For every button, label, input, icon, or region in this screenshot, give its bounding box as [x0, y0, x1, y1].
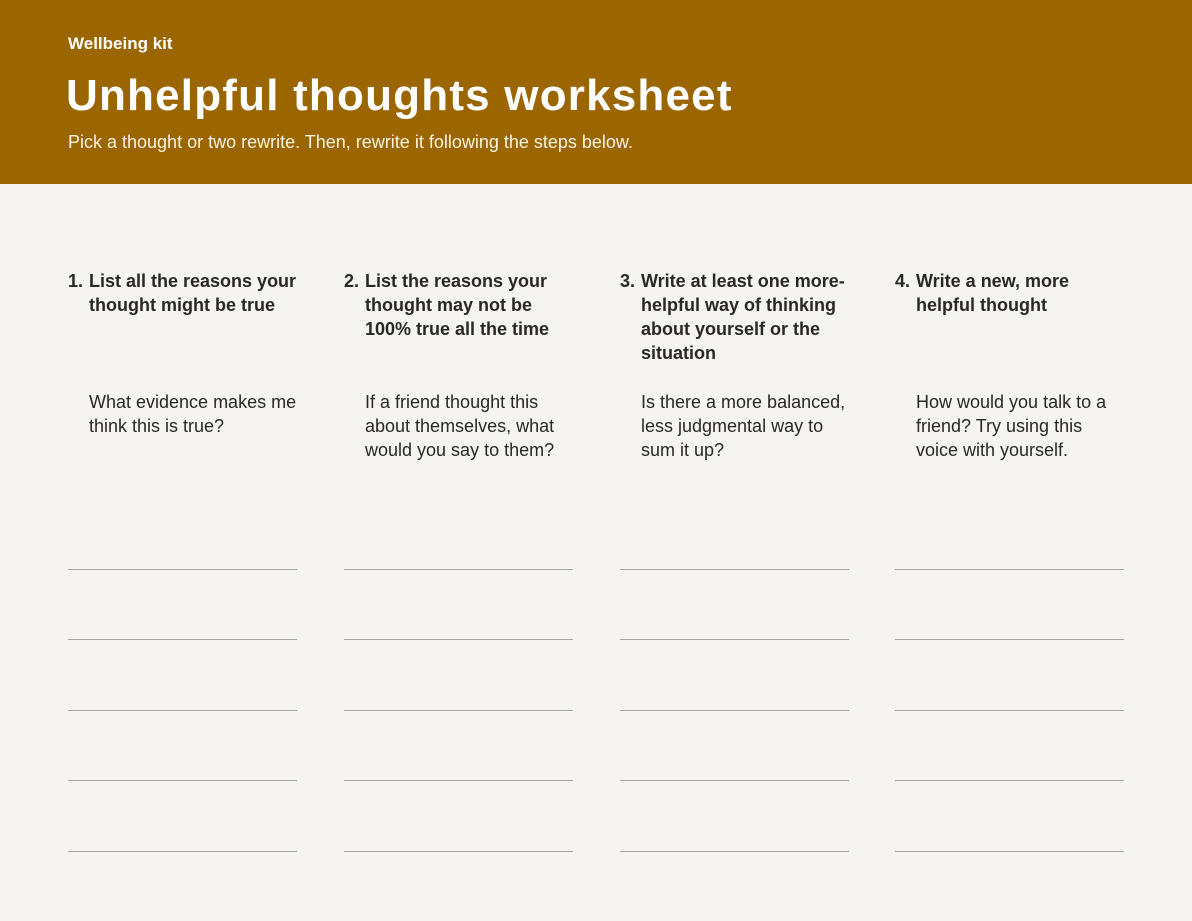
answer-line [344, 639, 573, 640]
step-number: 4. [895, 271, 911, 291]
step-prompt: Is there a more balanced, less judgmental way to sum it up? [641, 392, 846, 460]
answer-line [68, 639, 297, 640]
answer-line [68, 780, 297, 781]
answer-line [895, 780, 1124, 781]
step-title: List all the reasons your thought might be true [89, 271, 297, 315]
answer-line [620, 851, 849, 852]
step-number: 2. [344, 271, 360, 291]
step-number: 3. [620, 271, 636, 291]
answer-line [344, 569, 573, 570]
step-column-1 [68, 269, 297, 869]
step-title: Write at least one more-helpful way of thinking about yourself or the situation [641, 271, 845, 363]
answer-line [344, 780, 573, 781]
answer-line [620, 569, 849, 570]
answer-line [344, 851, 573, 852]
answer-line [344, 710, 573, 711]
answer-line [895, 569, 1124, 570]
answer-line [620, 710, 849, 711]
step-prompt: What evidence makes me think this is true? [89, 392, 297, 436]
answer-line [895, 851, 1124, 852]
kit-label: Wellbeing kit [68, 34, 173, 53]
step-title: List the reasons your thought may not be 100% true all the time [365, 271, 550, 339]
answer-line [68, 710, 297, 711]
answer-line [895, 710, 1124, 711]
answer-line [895, 639, 1124, 640]
step-number: 1. [68, 271, 84, 291]
page-instructions: Pick a thought or two rewrite. Then, rewrite it following the steps below. [68, 132, 633, 152]
answer-line [620, 780, 849, 781]
answer-line [620, 639, 849, 640]
step-title: Write a new, more helpful thought [916, 271, 1070, 315]
step-column-3 [620, 269, 849, 869]
step-prompt: How would you talk to a friend? Try using this voice with yourself. [916, 392, 1107, 460]
step-prompt: If a friend thought this about themselves, what would you say to them? [365, 392, 555, 460]
step-column-2 [344, 269, 573, 869]
answer-line [68, 851, 297, 852]
step-column-4 [895, 269, 1124, 869]
answer-line [68, 569, 297, 570]
page-title: Unhelpful thoughts worksheet [66, 71, 733, 120]
worksheet-header [0, 0, 1192, 184]
